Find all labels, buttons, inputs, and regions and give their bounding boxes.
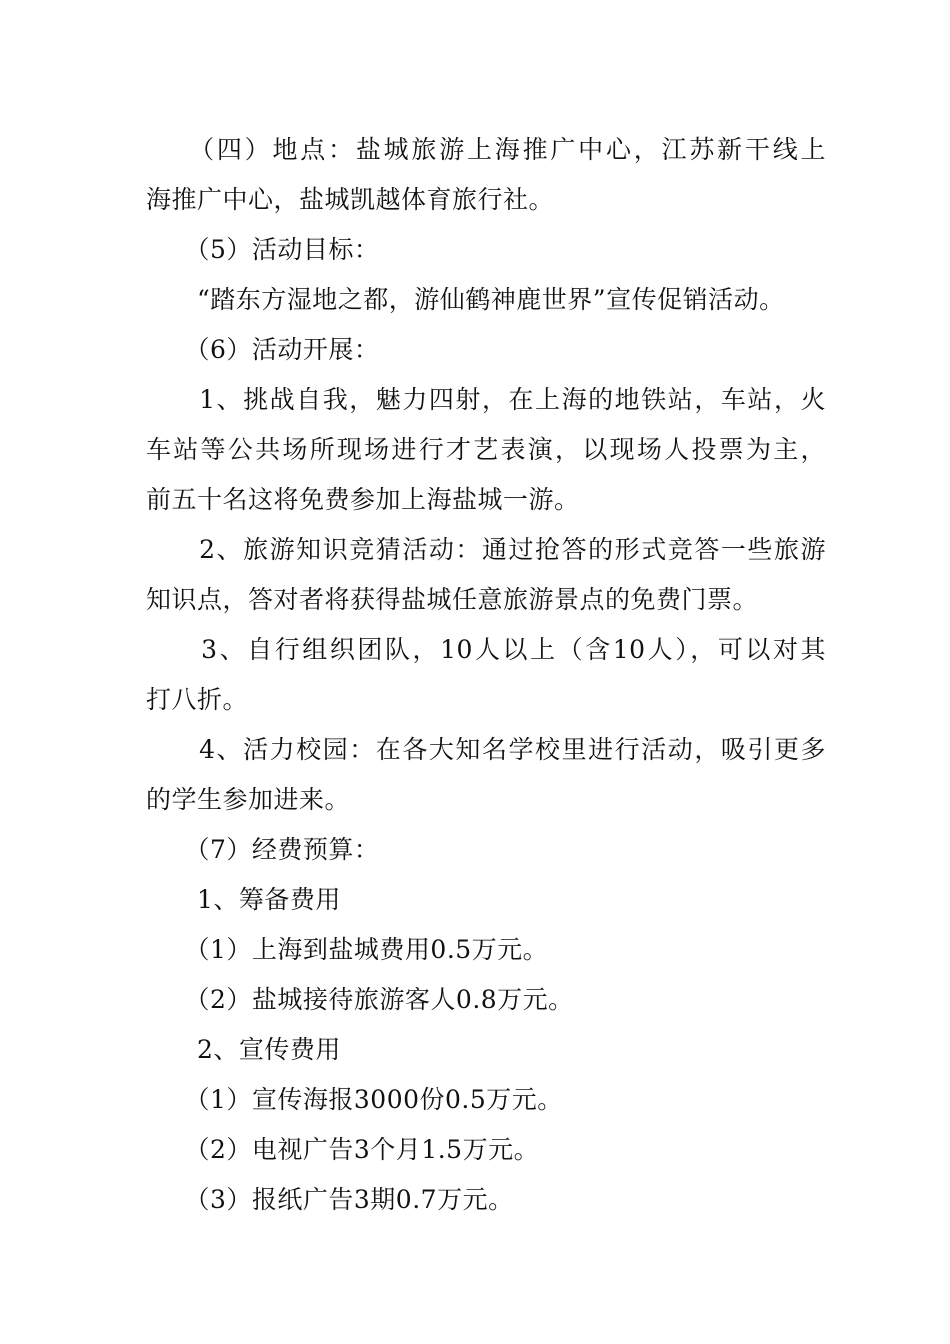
paragraph-activity-slogan: “踏东方湿地之都，游仙鹤神鹿世界”宣传促销活动。 (146, 285, 785, 314)
heading-activity-goal: （5）活动目标： (146, 235, 380, 264)
paragraph-location-line-1: （四）地点：盐城旅游上海推广中心，江苏新干线上 (146, 135, 826, 164)
budget-item-travel: （1）上海到盐城费用0.5万元。 (146, 935, 549, 964)
heading-budget: （7）经费预算： (146, 835, 380, 864)
budget-item-posters: （1）宣传海报3000份0.5万元。 (146, 1085, 563, 1114)
paragraph-item-4-line-2: 的学生参加进来。 (146, 785, 351, 814)
paragraph-item-1-line-3: 前五十名这将免费参加上海盐城一游。 (146, 485, 580, 514)
paragraph-item-3-line-1: 3、自行组织团队，10人以上（含10人），可以对其 (146, 635, 826, 664)
heading-activity-development: （6）活动开展： (146, 335, 380, 364)
paragraph-item-1-line-1: 1、挑战自我，魅力四射，在上海的地铁站，车站，火 (146, 385, 826, 414)
budget-item-tv-ads: （2）电视广告3个月1.5万元。 (146, 1135, 540, 1164)
paragraph-location-line-2: 海推广中心，盐城凯越体育旅行社。 (146, 185, 555, 214)
paragraph-item-3-line-2: 打八折。 (146, 685, 249, 714)
budget-section-promotion: 2、宣传费用 (146, 1035, 341, 1064)
budget-item-newspaper-ads: （3）报纸广告3期0.7万元。 (146, 1185, 514, 1214)
paragraph-item-2-line-1: 2、旅游知识竞猜活动：通过抢答的形式竞答一些旅游 (146, 535, 826, 564)
paragraph-item-1-line-2: 车站等公共场所现场进行才艺表演，以现场人投票为主， (146, 435, 826, 464)
budget-item-reception: （2）盐城接待旅游客人0.8万元。 (146, 985, 574, 1014)
paragraph-item-2-line-2: 知识点，答对者将获得盐城任意旅游景点的免费门票。 (146, 585, 759, 614)
paragraph-item-4-line-1: 4、活力校园：在各大知名学校里进行活动，吸引更多 (146, 735, 826, 764)
budget-section-preparation: 1、筹备费用 (146, 885, 341, 914)
